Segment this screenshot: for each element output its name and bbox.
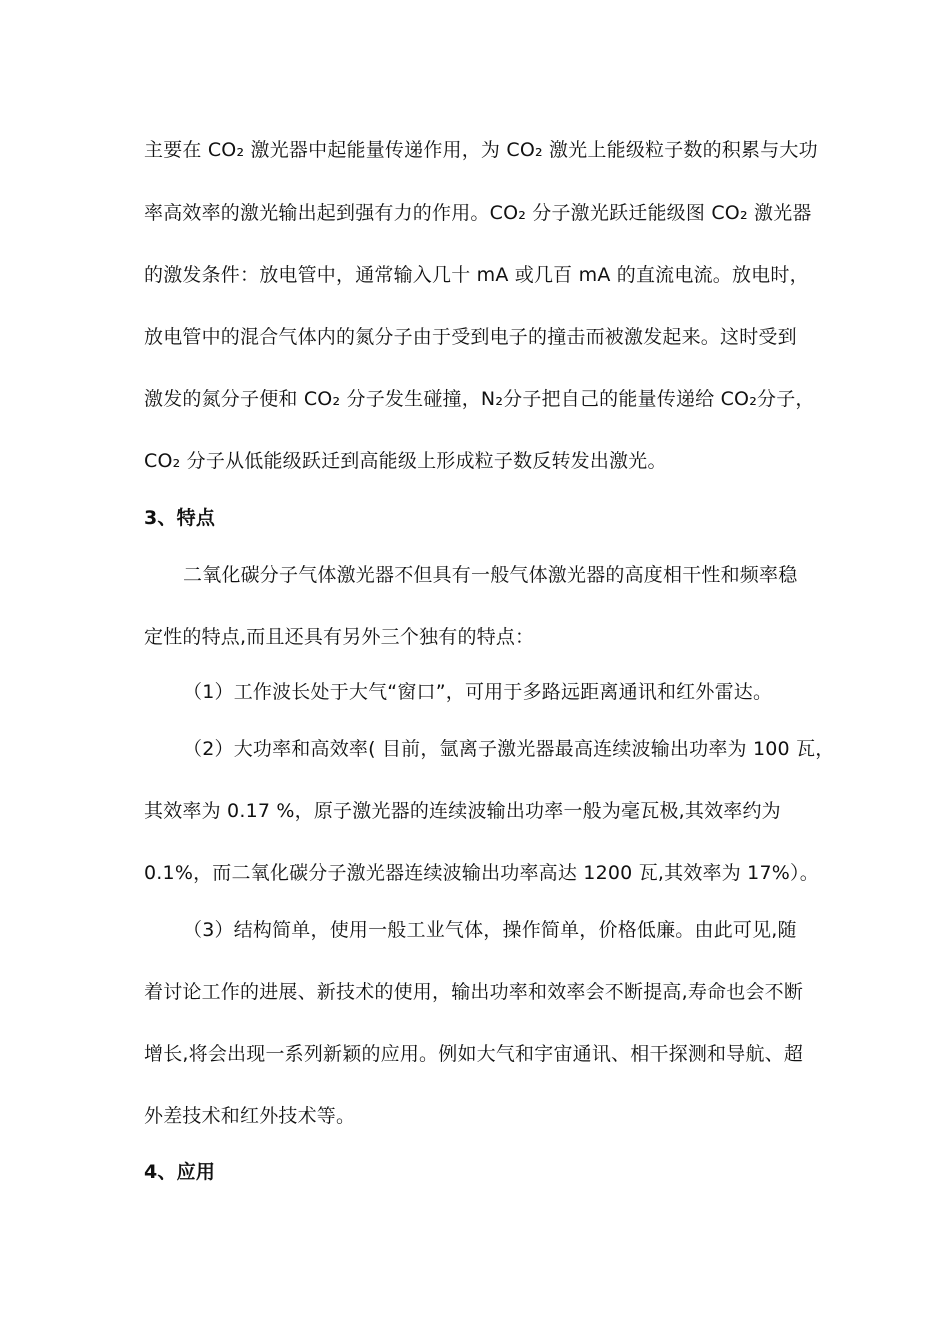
paragraph-line: 率高效率的激光输出起到强有力的作用。CO₂ 分子激光跃迁能级图 CO₂ 激光器	[144, 202, 812, 224]
list-item-1: （1）工作波长处于大气“窗口”，可用于多路远距离通讯和红外雷达。	[183, 681, 773, 703]
paragraph-line: 增长,将会出现一系列新颖的应用。例如大气和宇宙通讯、相干探测和导航、超	[144, 1043, 804, 1065]
paragraph-line: 二氧化碳分子气体激光器不但具有一般气体激光器的高度相干性和频率稳	[183, 564, 798, 586]
list-item-2: （2）大功率和高效率( 目前，氩离子激光器最高连续波输出功率为 100 瓦，	[183, 738, 835, 760]
paragraph-line: 放电管中的混合气体内的氮分子由于受到电子的撞击而被激发起来。这时受到	[144, 326, 797, 348]
paragraph-line: 外差技术和红外技术等。	[144, 1105, 356, 1127]
paragraph-line: 0.1%，而二氧化碳分子激光器连续波输出功率高达 1200 瓦,其效率为 17%）。	[144, 862, 819, 884]
paragraph-line: 激发的氮分子便和 CO₂ 分子发生碰撞，N₂分子把自己的能量传递给 CO₂分子，	[144, 388, 815, 410]
list-item-3: （3）结构简单，使用一般工业气体，操作简单，价格低廉。由此可见,随	[183, 919, 797, 941]
section-heading-features: 3、特点	[144, 507, 216, 529]
paragraph-line: 定性的特点,而且还具有另外三个独有的特点：	[144, 626, 535, 648]
paragraph-line: 着讨论工作的进展、新技术的使用，输出功率和效率会不断提高,寿命也会不断	[144, 981, 804, 1003]
section-heading-applications: 4、应用	[144, 1161, 216, 1183]
paragraph-line: CO₂ 分子从低能级跃迁到高能级上形成粒子数反转发出激光。	[144, 450, 667, 472]
paragraph-line: 的激发条件：放电管中，通常输入几十 mA 或几百 mA 的直流电流。放电时，	[144, 264, 809, 286]
paragraph-line: 其效率为 0.17 %，原子激光器的连续波输出功率一般为毫瓦极,其效率约为	[144, 800, 781, 822]
paragraph-line: 主要在 CO₂ 激光器中起能量传递作用，为 CO₂ 激光上能级粒子数的积累与大功	[144, 139, 818, 161]
